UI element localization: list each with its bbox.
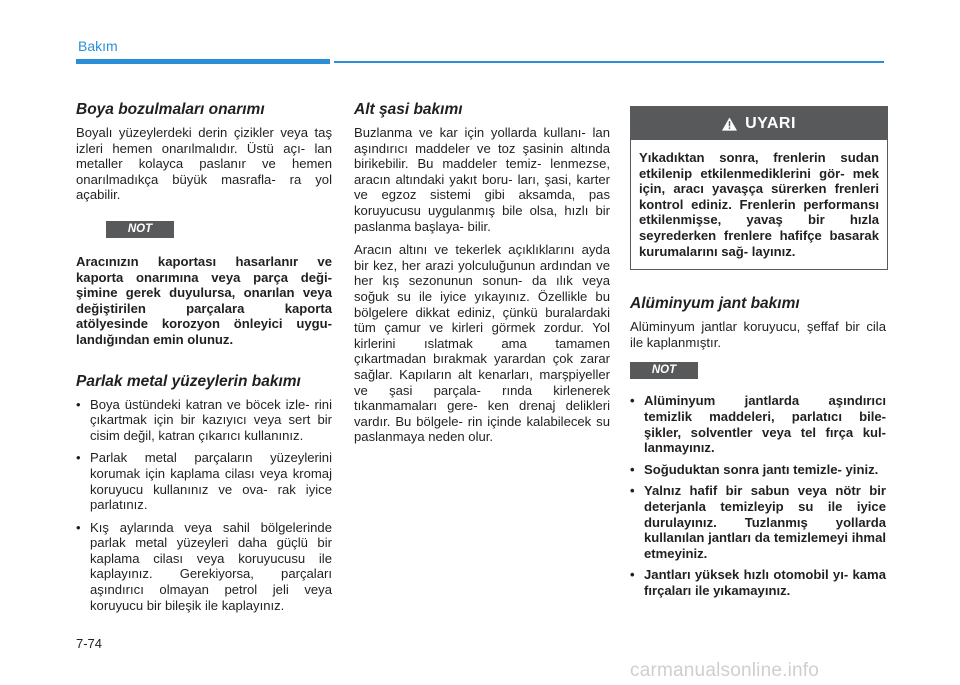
note-label: NOT <box>106 221 174 238</box>
list-item: • Parlak metal parçaların yüzeylerini korumak için kaplama cilası veya kromaj koruyucu kullanınız ve ova- rak iyice parlatınız. <box>76 450 332 512</box>
metal-care-title: Parlak metal yüzeylerin bakımı <box>76 372 301 390</box>
warning-label: UYARI <box>745 114 796 132</box>
metal-care-list <box>76 397 332 614</box>
note-label: NOT <box>630 362 698 379</box>
wheel-care-list <box>630 393 886 598</box>
underbody-text-1: Buzlanma ve kar için yollarda kullanı- lan aşındırıcı maddeler ve toz şasinin altında birikebilir. Bu maddeler temiz- lenmezse, aracın altındaki yakıt boru- ları, şasi, karter ve egzoz sistemi gibi aksamda, pas koruyucusu uygulanmış bile olsa, hızlı bir paslanma başlaya- bilir. <box>354 125 610 234</box>
paint-note-text: Aracınızın kaportası hasarlanır ve kaporta onarımına veya parça deği- şimine gerek duyulursa, onarılan veya değiştirilen parçalara kaporta atölyesinde korozyon önleyici uygu- landığından emin olunuz. <box>76 253 332 347</box>
page-number: 7-74 <box>76 636 103 651</box>
warning-header <box>631 107 887 140</box>
list-item: • Soğuduktan sonra jantı temizle- yiniz. <box>630 462 886 478</box>
paint-repair-title: Boya bozulmaları onarımı <box>76 101 265 118</box>
section-header: Bakım <box>78 38 118 54</box>
warning-box <box>630 106 888 270</box>
column-left <box>76 100 332 620</box>
wheel-care-text: Alüminyum jantlar koruyucu, şeffaf bir cila ile kaplanmıştır. <box>630 319 886 350</box>
underbody-text-2: Aracın altını ve tekerlek açıklıklarını ayda bir kez, her arazi yolculuğunun ardından ve her kış sezonunun sonun- da ılık veya soğuk su ile iyice yıkayınız. Özellikle bu bölgelere dikkat ediniz, çünkü buralardaki tüm çamur ve kirleri görmek zordur. Yol kirlerini ıslatmak ama tamamen çıkartmadan bırakmak yarardan çok zarar sağlar. Kapıların alt kenarları, marşpiyeller ve şasi parçala- rında kirlenerek tıkanmamaları gere- ken drenaj delikleri vardır. Bu bölgele- rin içinde kalabilecek su paslanmaya neden olur. <box>354 242 610 445</box>
header-rule-thin <box>334 61 884 63</box>
list-item: • Alüminyum jantlarda aşındırıcı temizlik maddeleri, parlatıcı bile- şikler, solventler veya tel fırça kul- lanmayınız. <box>630 393 886 455</box>
underbody-title: Alt şasi bakımı <box>354 101 463 118</box>
wheel-care-title: Alüminyum jant bakımı <box>630 295 800 313</box>
list-item: • Kış aylarında veya sahil bölgelerinde parlak metal yüzeyleri daha güçlü bir kaplama cilası veya koruyucusu ile kaplayınız. Gerekiyorsa, parçaları aşındırıcı olmayan petrol jeli veya koruyucu bir bileşik ile kaplayınız. <box>76 520 332 614</box>
paint-repair-text: Boyalı yüzeylerdeki derin çizikler veya taş izleri hemen onarılmalıdır. Üstü açı- lan metaller kolayca paslanır ve hemen onarılmadıkça büyük masrafla- ra yol açabilir. <box>76 125 332 203</box>
header-rule-thick <box>76 59 330 64</box>
column-right <box>630 100 886 604</box>
list-item: • Jantları yüksek hızlı otomobil yı- kama fırçaları ile yıkamayınız. <box>630 567 886 598</box>
watermark: carmanualsonline.info <box>630 660 820 681</box>
list-item: • Yalnız hafif bir sabun veya nötr bir deterjanla temizleyip su ile iyice durulayınız. Tuzlanmış yollarda kullanılan jantları da temizlemeyi ihmal etmeyiniz. <box>630 483 886 561</box>
column-middle <box>354 100 610 453</box>
list-item: • Boya üstündeki katran ve böcek izle- rini çıkartmak için bir kazıyıcı veya sert bir cisim değil, katran çıkarıcı kullanınız. <box>76 397 332 444</box>
warning-triangle-icon <box>722 117 737 131</box>
warning-text: Yıkadıktan sonra, frenlerin sudan etkilenip etkilenmediklerini gör- mek için, aracı yavaşça sürerken frenleri kontrol ediniz. Frenlerin performansı etkilenmişse, yavaş bir hızla seyrederken frenlere hafifçe basarak kurumalarını sağ- layınız. <box>639 150 879 259</box>
